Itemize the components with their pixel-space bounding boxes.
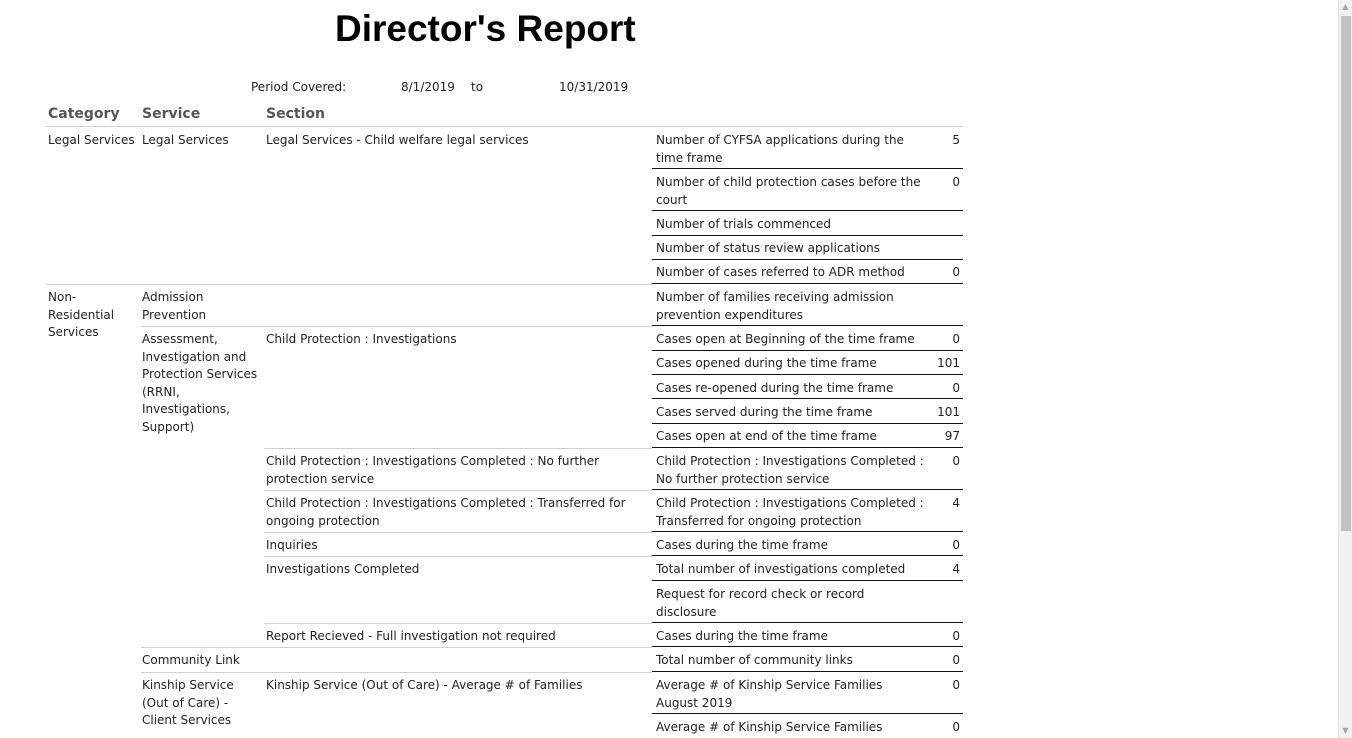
metric-divider — [652, 489, 963, 490]
row-divider — [141, 672, 652, 673]
row-divider — [46, 284, 652, 285]
metric-divider — [652, 259, 963, 260]
column-header-service: Service — [142, 106, 201, 122]
section-cell: Child Protection : Investigations Completed : Transferred for ongoing protection — [266, 496, 626, 528]
metric-label: Request for record check or record disclosure — [656, 587, 865, 619]
section-cell: Inquiries — [266, 538, 318, 552]
scrollbar-thumb[interactable] — [1341, 16, 1351, 531]
section-cell: Kinship Service (Out of Care) - Average # of Families — [266, 678, 583, 692]
metric-label: Cases open at Beginning of the time frame — [656, 332, 915, 346]
metric-divider — [652, 555, 963, 556]
service-cell: Legal Services — [142, 133, 229, 147]
row-divider — [264, 490, 652, 491]
metric-value: 0 — [952, 381, 960, 395]
metric-label: Cases re-opened during the time frame — [656, 381, 894, 395]
row-divider — [264, 623, 652, 624]
metric-divider — [652, 447, 963, 448]
vertical-scrollbar[interactable] — [1338, 0, 1352, 738]
service-cell: Admission Prevention — [142, 290, 207, 322]
column-header-section: Section — [266, 106, 325, 122]
metric-value: 0 — [952, 720, 960, 734]
metric-divider — [652, 325, 963, 326]
category-cell: Legal Services — [48, 133, 135, 147]
metric-divider — [652, 671, 963, 672]
row-divider — [141, 647, 652, 648]
metric-label: Number of CYFSA applications during the time frame — [656, 133, 904, 165]
metric-divider — [652, 350, 963, 351]
metric-divider — [652, 283, 963, 284]
metric-value: 4 — [952, 562, 960, 576]
column-header-category: Category — [48, 106, 120, 122]
metric-divider — [652, 374, 963, 375]
metric-value: 4 — [952, 496, 960, 510]
period-end: 10/31/2019 — [559, 80, 629, 94]
metric-value: 0 — [952, 653, 960, 667]
metric-divider — [652, 531, 963, 532]
row-divider — [141, 326, 652, 327]
metric-value: 97 — [944, 429, 960, 443]
scroll-up-arrow-icon[interactable]: ▲ — [1342, 2, 1349, 11]
service-cell: Kinship Service (Out of Care) - Client Services — [142, 678, 234, 727]
page-title: Director's Report — [335, 8, 636, 49]
period-to: to — [471, 80, 484, 94]
metric-divider — [652, 622, 963, 623]
row-divider — [264, 448, 652, 449]
metric-label: Number of trials commenced — [656, 217, 832, 231]
section-cell: Report Recieved - Full investigation not required — [266, 629, 556, 643]
service-cell: Assessment, Investigation and Protection Services (RRNI, Investigations, Support) — [142, 332, 258, 434]
metric-label: Average # of Kinship Service Families August 2019 — [656, 678, 883, 710]
metric-label: Number of cases referred to ADR method — [656, 265, 905, 279]
metric-label: Cases during the time frame — [656, 629, 828, 643]
section-cell: Investigations Completed — [266, 562, 420, 576]
metric-value: 101 — [937, 356, 960, 370]
metric-value: 101 — [937, 405, 960, 419]
metric-divider — [652, 168, 963, 169]
metric-value: 0 — [952, 454, 960, 468]
section-cell: Child Protection : Investigations — [266, 332, 457, 346]
metric-value: 0 — [952, 678, 960, 692]
service-cell: Community Link — [142, 653, 240, 667]
metric-label: Cases open at end of the time frame — [656, 429, 877, 443]
header-divider — [46, 126, 963, 127]
metric-label: Cases served during the time frame — [656, 405, 873, 419]
category-cell: Non-Residential Services — [48, 290, 115, 339]
metric-divider — [652, 210, 963, 211]
period-label: Period Covered: — [251, 80, 347, 94]
scroll-down-arrow-icon[interactable]: ▼ — [1342, 726, 1349, 735]
metric-value: 0 — [952, 538, 960, 552]
metric-label: Total number of investigations completed — [656, 562, 906, 576]
metric-value: 0 — [952, 175, 960, 189]
metric-divider — [652, 423, 963, 424]
row-divider — [264, 556, 652, 557]
period-start: 8/1/2019 — [401, 80, 455, 94]
metric-value: 0 — [952, 265, 960, 279]
metric-label: Cases during the time frame — [656, 538, 828, 552]
metric-label: Number of child protection cases before the court — [656, 175, 921, 207]
section-cell: Child Protection : Investigations Completed : No further protection service — [266, 454, 600, 486]
metric-divider — [652, 646, 963, 647]
metric-value: 5 — [952, 133, 960, 147]
section-cell: Legal Services - Child welfare legal services — [266, 133, 529, 147]
metric-label: Average # of Kinship Service Families — [656, 720, 883, 734]
metric-label: Total number of community links — [656, 653, 853, 667]
metric-label: Number of status review applications — [656, 241, 881, 255]
metric-label: Child Protection : Investigations Completed : No further protection service — [656, 454, 924, 486]
metric-divider — [652, 235, 963, 236]
metric-label: Cases opened during the time frame — [656, 356, 877, 370]
metric-divider — [652, 580, 963, 581]
row-divider — [264, 532, 652, 533]
metric-label: Child Protection : Investigations Completed : Transferred for ongoing protection — [656, 496, 924, 528]
metric-divider — [652, 713, 963, 714]
metric-value: 0 — [952, 332, 960, 346]
metric-label: Number of families receiving admission prevention expenditures — [656, 290, 894, 322]
metric-divider — [652, 398, 963, 399]
metric-value: 0 — [952, 629, 960, 643]
